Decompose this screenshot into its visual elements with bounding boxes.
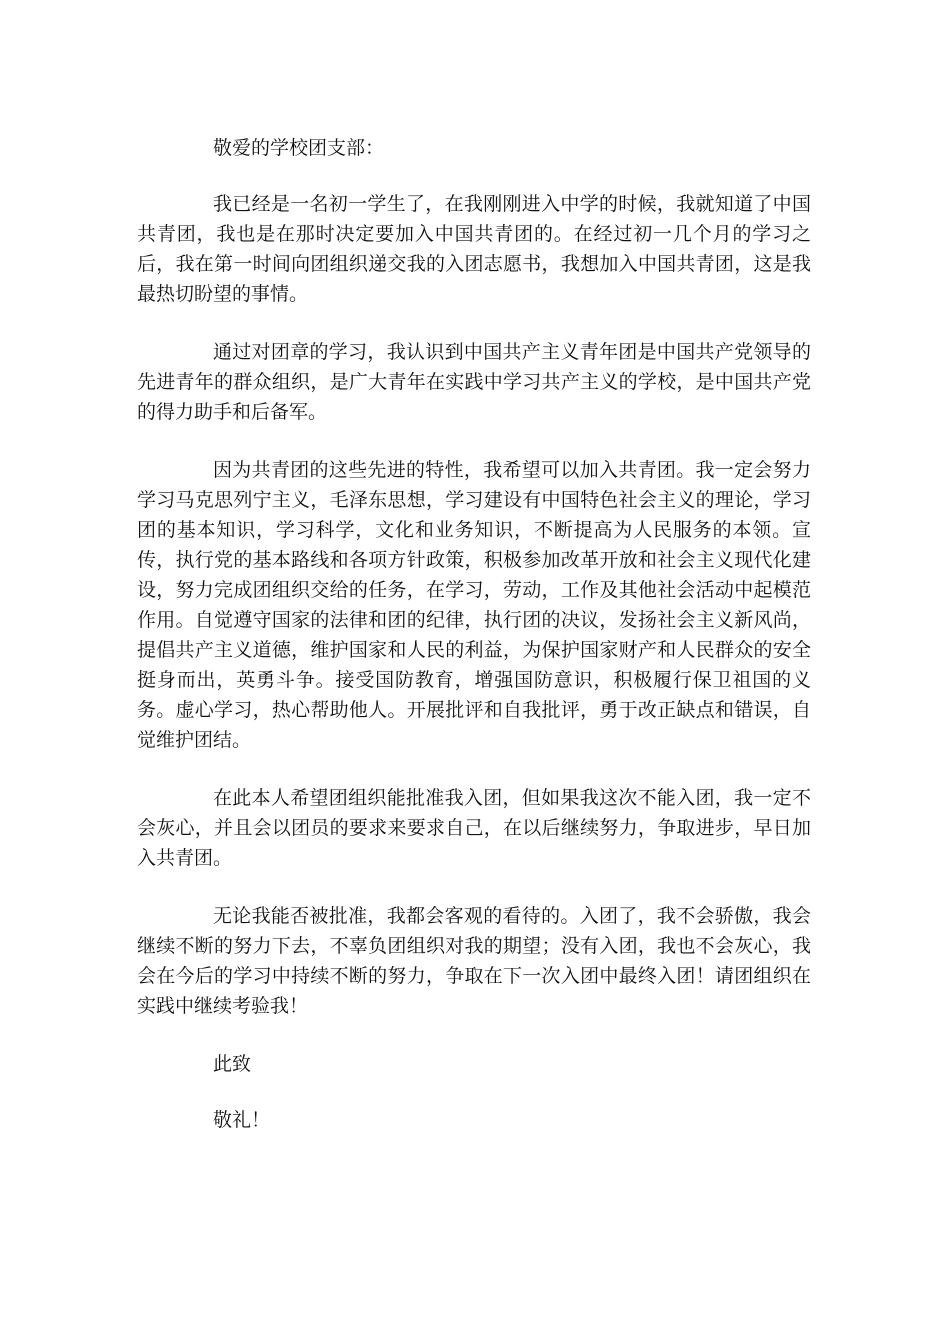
letter-closing-cizhi: 此致 [213, 1053, 252, 1075]
letter-closing-jingli: 敬礼！ [213, 1109, 271, 1131]
letter-paragraph-2: 通过对团章的学习，我认识到中国共产主义青年团是中国共产党领导的先进青年的群众组织，是广大青年在实践中学习共产主义的学校，是中国共产党的得力助手和后备军。 [137, 341, 811, 423]
letter-paragraph-1: 我已经是一名初一学生了，在我刚刚进入中学的时候，我就知道了中国共青团，我也是在那时决定要加入中国共青团的。在经过初一几个月的学习之后，我在第一时间向团组织递交我的入团志愿书，我想加入中国共青团，这是我最热切盼望的事情。 [137, 193, 811, 305]
letter-salutation: 敬爱的学校团支部： [213, 137, 385, 159]
letter-paragraph-3: 因为共青团的这些先进的特性，我希望可以加入共青团。我一定会努力学习马克思列宁主义，毛泽东思想，学习建设有中国特色社会主义的理论，学习团的基本知识，学习科学，文化和业务知识，不断提高为人民服务的本领。宣传，执行党的基本路线和各项方针政策，积极参加改革开放和社会主义现代化建设，努力完成团组织交给的任务，在学习，劳动，工作及其他社会活动中起模范作用。自觉遵守国家的法律和团的纪律，执行团的决议，发扬社会主义新风尚，提倡共产主义道德，维护国家和人民的利益，为保护国家财产和人民群众的安全挺身而出，英勇斗争。接受国防教育，增强国防意识，积极履行保卫祖国的义务。虚心学习，热心帮助他人。开展批评和自我批评，勇于改正缺点和错误，自觉维护团结。 [137, 459, 811, 751]
letter-body [137, 133, 811, 1161]
letter-paragraph-5: 无论我能否被批准，我都会客观的看待的。入团了，我不会骄傲，我会继续不断的努力下去，不辜负团组织对我的期望；没有入团，我也不会灰心，我会在今后的学习中持续不断的努力，争取在下一次入团中最终入团！请团组织在实践中继续考验我！ [137, 905, 811, 1017]
letter-paragraph-4: 在此本人希望团组织能批准我入团，但如果我这次不能入团，我一定不会灰心，并且会以团员的要求来要求自己，在以后继续努力，争取进步，早日加入共青团。 [137, 787, 811, 869]
